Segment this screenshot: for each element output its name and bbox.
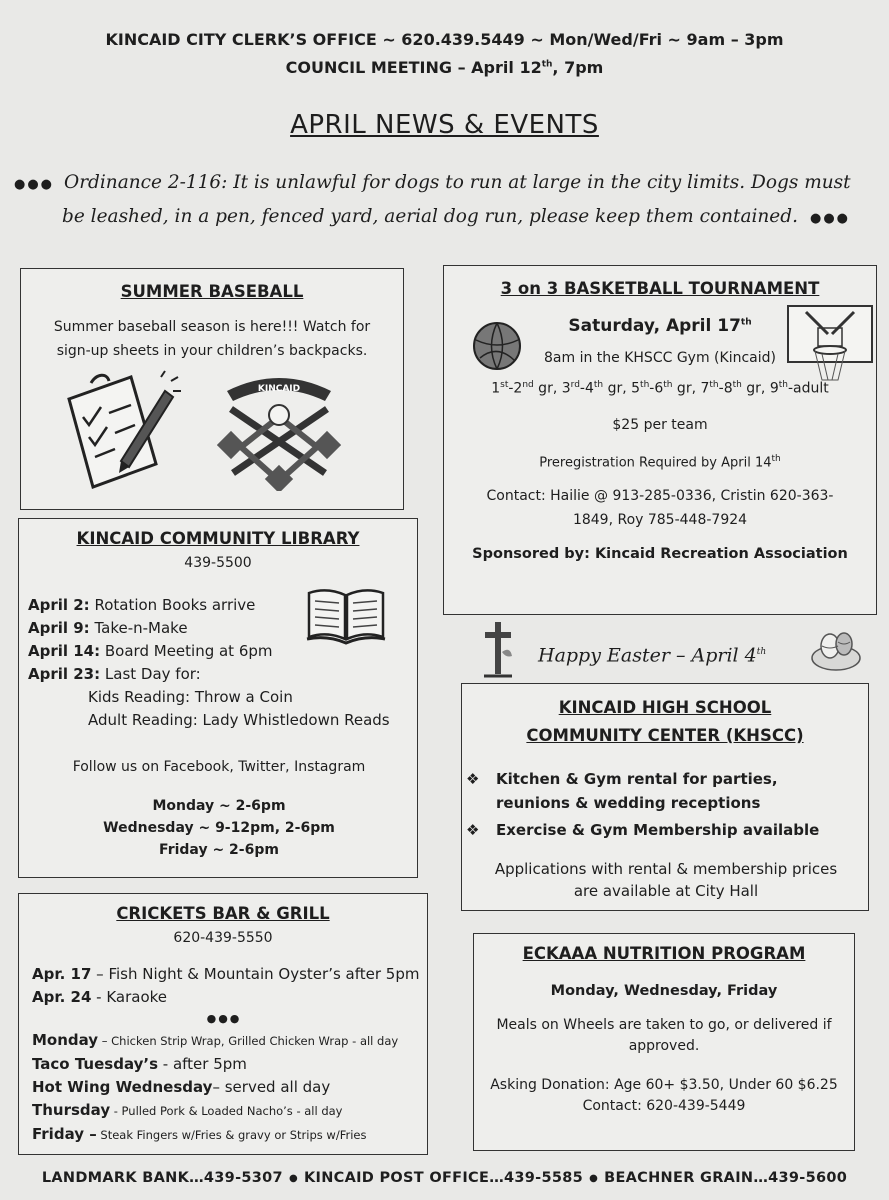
khscc-bullet-1b: reunions & wedding receptions <box>496 794 761 812</box>
page-title: APRIL NEWS & EVENTS <box>290 110 599 140</box>
grade-sup: th <box>663 380 673 390</box>
library-follow: Follow us on Facebook, Twitter, Instagram <box>72 759 366 775</box>
grade-num: 3 <box>561 380 571 397</box>
grade-suffix: gr, <box>741 380 770 397</box>
grade-sup: th <box>778 380 788 390</box>
crickets-event-date: Apr. 17 <box>32 965 92 983</box>
crickets-box <box>18 893 428 1155</box>
library-item-date: April 23: <box>28 665 101 683</box>
clipboard-pencil-icon <box>61 369 181 491</box>
library-item-date: April 2: <box>28 596 90 614</box>
nutrition-contact: Contact: 620-439-5449 <box>582 1098 746 1114</box>
library-item-text: Board Meeting at 6pm <box>100 642 273 660</box>
khscc-applications <box>462 858 870 902</box>
basketball-box <box>443 265 877 615</box>
grade-range: -8 <box>718 380 733 397</box>
crickets-event-text: – Fish Night & Mountain Oyster’s after 5pm <box>91 965 420 983</box>
library-phone: 439-5500 <box>184 555 252 571</box>
nutrition-title: ECKAAA NUTRITION PROGRAM <box>522 944 806 963</box>
contact-line-1: Contact: Hailie @ 913-285-0336, Cristin 620-363- <box>486 487 834 504</box>
nutrition-meals <box>474 1015 854 1057</box>
library-item-date: April 14: <box>28 642 101 660</box>
ordinance-text-1: Ordinance 2-116: It is unlawful for dogs to run at large in the city limits. Dogs must <box>64 172 851 193</box>
crickets-special-text: - Pulled Pork & Loaded Nacho’s - all day <box>110 1104 343 1118</box>
easter-text-main: Happy Easter – April 4 <box>538 644 757 667</box>
basketball-price: $25 per team <box>612 416 708 433</box>
footer-sep-2: ● <box>589 1172 599 1184</box>
crickets-special <box>32 1053 398 1076</box>
council-meeting-text: COUNCIL MEETING – April 12 <box>285 58 542 77</box>
library-item-date: April 9: <box>28 619 90 637</box>
grade-sup: th <box>732 380 742 390</box>
khscc-box <box>461 683 869 911</box>
grade-suffix: gr, <box>603 380 632 397</box>
library-item-text: Last Day for: <box>100 665 201 683</box>
baseball-line-1: Summer baseball season is here!!! Watch for <box>53 319 371 335</box>
crickets-separator: ●●● <box>206 1012 242 1025</box>
crickets-title: CRICKETS BAR & GRILL <box>116 904 330 923</box>
crickets-special-day: Hot Wing Wednesday <box>32 1078 213 1096</box>
ordinance-line-2 <box>62 200 882 236</box>
grade-range: -2 <box>508 380 523 397</box>
library-item <box>28 663 273 686</box>
basketball-prereg <box>444 454 876 470</box>
crickets-special-day: Thursday <box>32 1101 111 1119</box>
crickets-special-day: Friday – <box>32 1125 97 1143</box>
basketball-date-text: Saturday, April 17 <box>568 316 741 336</box>
crickets-event <box>32 963 419 986</box>
hours-monday: Monday ~ 2-6pm <box>152 798 286 814</box>
crickets-special-text: – Chicken Strip Wrap, Grilled Chicken Wrap - all day <box>98 1034 399 1048</box>
grade-range: -adult <box>788 380 829 397</box>
clerk-office-line: KINCAID CITY CLERK’S OFFICE ~ 620.439.5449 ~ Mon/Wed/Fri ~ 9am – 3pm <box>105 30 784 49</box>
cross-lily-icon <box>480 618 516 680</box>
khscc-apps-2: are available at City Hall <box>573 882 759 900</box>
grade-num: 9 <box>769 380 779 397</box>
basketball-sponsor: Sponsored by: Kincaid Recreation Association <box>472 545 848 562</box>
nutrition-donation <box>474 1075 854 1117</box>
council-meeting-sup: th <box>541 59 553 70</box>
khscc-title-1: KINCAID HIGH SCHOOL <box>558 698 772 717</box>
library-title: KINCAID COMMUNITY LIBRARY <box>76 529 360 548</box>
grade-sup: rd <box>570 380 580 390</box>
crickets-special <box>32 1029 398 1053</box>
library-item-text: Rotation Books arrive <box>89 596 256 614</box>
basketball-date-sup: th <box>740 317 752 328</box>
baseball-line-2: sign-up sheets in your children’s backpacks. <box>56 343 368 359</box>
library-item <box>28 640 273 663</box>
grade-sup: th <box>709 380 719 390</box>
summer-baseball-text <box>21 315 403 363</box>
crickets-event-date: Apr. 24 <box>32 988 92 1006</box>
footer-bank: LANDMARK BANK…439-5307 <box>41 1170 283 1186</box>
basketball-time: 8am in the KHSCC Gym (Kincaid) <box>544 350 776 366</box>
easter-sup: th <box>756 647 767 657</box>
baseball-logo-icon <box>217 369 341 491</box>
summer-baseball-box <box>20 268 404 510</box>
kids-reading: Kids Reading: Throw a Coin <box>88 688 293 706</box>
footer-post-office: KINCAID POST OFFICE…439-5585 <box>303 1170 584 1186</box>
library-schedule <box>28 594 273 686</box>
prereg-text: Preregistration Required by April 14 <box>539 454 772 470</box>
crickets-special-text: - after 5pm <box>158 1055 247 1073</box>
crickets-special-text: Steak Fingers w/Fries & gravy or Strips w/Fries <box>96 1128 367 1142</box>
crickets-event-text: - Karaoke <box>91 988 168 1006</box>
nutrition-meals-1: Meals on Wheels are taken to go, or delivered if <box>496 1017 832 1033</box>
grade-sup: st <box>500 380 509 390</box>
library-item <box>28 594 273 617</box>
grade-suffix: gr, <box>672 380 701 397</box>
grade-suffix: gr, <box>533 380 562 397</box>
ordinance-line-1 <box>14 166 889 202</box>
prereg-sup: th <box>771 453 781 464</box>
khscc-apps-1: Applications with rental & membership prices <box>494 860 838 878</box>
baseball-logo-text: KINCAID <box>257 384 301 394</box>
library-item <box>28 617 273 640</box>
basketball-title: 3 on 3 BASKETBALL TOURNAMENT <box>500 279 820 298</box>
summer-baseball-title: SUMMER BASEBALL <box>120 282 304 301</box>
ordinance-text-2: be leashed, in a pen, fenced yard, aerial dog run, please keep them contained. <box>62 206 798 227</box>
library-item-text: Take-n-Make <box>89 619 188 637</box>
crickets-events <box>32 963 419 1009</box>
library-reading <box>88 686 390 732</box>
grade-range: -4 <box>579 380 594 397</box>
khscc-title <box>462 694 868 750</box>
nutrition-meals-2: approved. <box>628 1038 700 1054</box>
contact-line-2: 1849, Roy 785-448-7924 <box>572 511 748 528</box>
grade-sup: nd <box>522 380 534 390</box>
crickets-specials <box>32 1029 398 1147</box>
easter-eggs-icon <box>808 626 864 674</box>
nutrition-box <box>473 933 855 1151</box>
open-book-icon <box>305 585 387 645</box>
footer-sep-1: ● <box>288 1172 298 1184</box>
crickets-special-text: – served all day <box>212 1078 331 1096</box>
diamond-bullet-icon: ❖ <box>466 821 480 839</box>
council-meeting-line <box>0 58 889 77</box>
crickets-special-day: Monday <box>32 1031 99 1049</box>
diamond-bullet-icon: ❖ <box>466 770 480 788</box>
grade-num: 7 <box>700 380 710 397</box>
basketball-contact <box>444 484 876 532</box>
crickets-special <box>32 1076 398 1099</box>
crickets-event <box>32 986 419 1009</box>
khscc-bullet-2 <box>466 818 820 842</box>
crickets-special-day: Taco Tuesday’s <box>32 1055 159 1073</box>
crickets-special <box>32 1099 398 1123</box>
nutrition-days: Monday, Wednesday, Friday <box>550 983 778 999</box>
library-box <box>18 518 418 878</box>
ordinance-bullets-left: ●●● <box>14 177 55 192</box>
grade-num: 5 <box>631 380 641 397</box>
library-hours <box>19 795 419 861</box>
khscc-bullet-1 <box>466 767 862 815</box>
ordinance-bullets-right: ●●● <box>809 211 851 226</box>
footer-directory <box>0 1170 889 1186</box>
hours-friday: Friday ~ 2-6pm <box>159 842 279 858</box>
council-meeting-time: , 7pm <box>552 58 604 77</box>
grade-sup: th <box>593 380 604 390</box>
easter-text <box>538 638 766 669</box>
grade-num: 1 <box>491 380 501 397</box>
footer-grain: BEACHNER GRAIN…439-5600 <box>604 1170 848 1186</box>
basketball-hoop-icon <box>784 304 876 386</box>
khscc-bullet-1a: Kitchen & Gym rental for parties, <box>496 770 778 788</box>
hours-wednesday: Wednesday ~ 9-12pm, 2-6pm <box>103 820 335 836</box>
crickets-special <box>32 1123 398 1147</box>
basketball-icon <box>472 320 522 372</box>
grade-range: -6 <box>649 380 664 397</box>
khscc-title-2: COMMUNITY CENTER (KHSCC) <box>526 726 804 745</box>
adult-reading: Adult Reading: Lady Whistledown Reads <box>88 711 390 729</box>
grade-sup: th <box>640 380 650 390</box>
nutrition-donation-text: Asking Donation: Age 60+ $3.50, Under 60 $6.25 <box>490 1077 838 1093</box>
crickets-phone: 620-439-5550 <box>173 930 273 946</box>
khscc-bullet-2-text: Exercise & Gym Membership available <box>496 821 820 839</box>
